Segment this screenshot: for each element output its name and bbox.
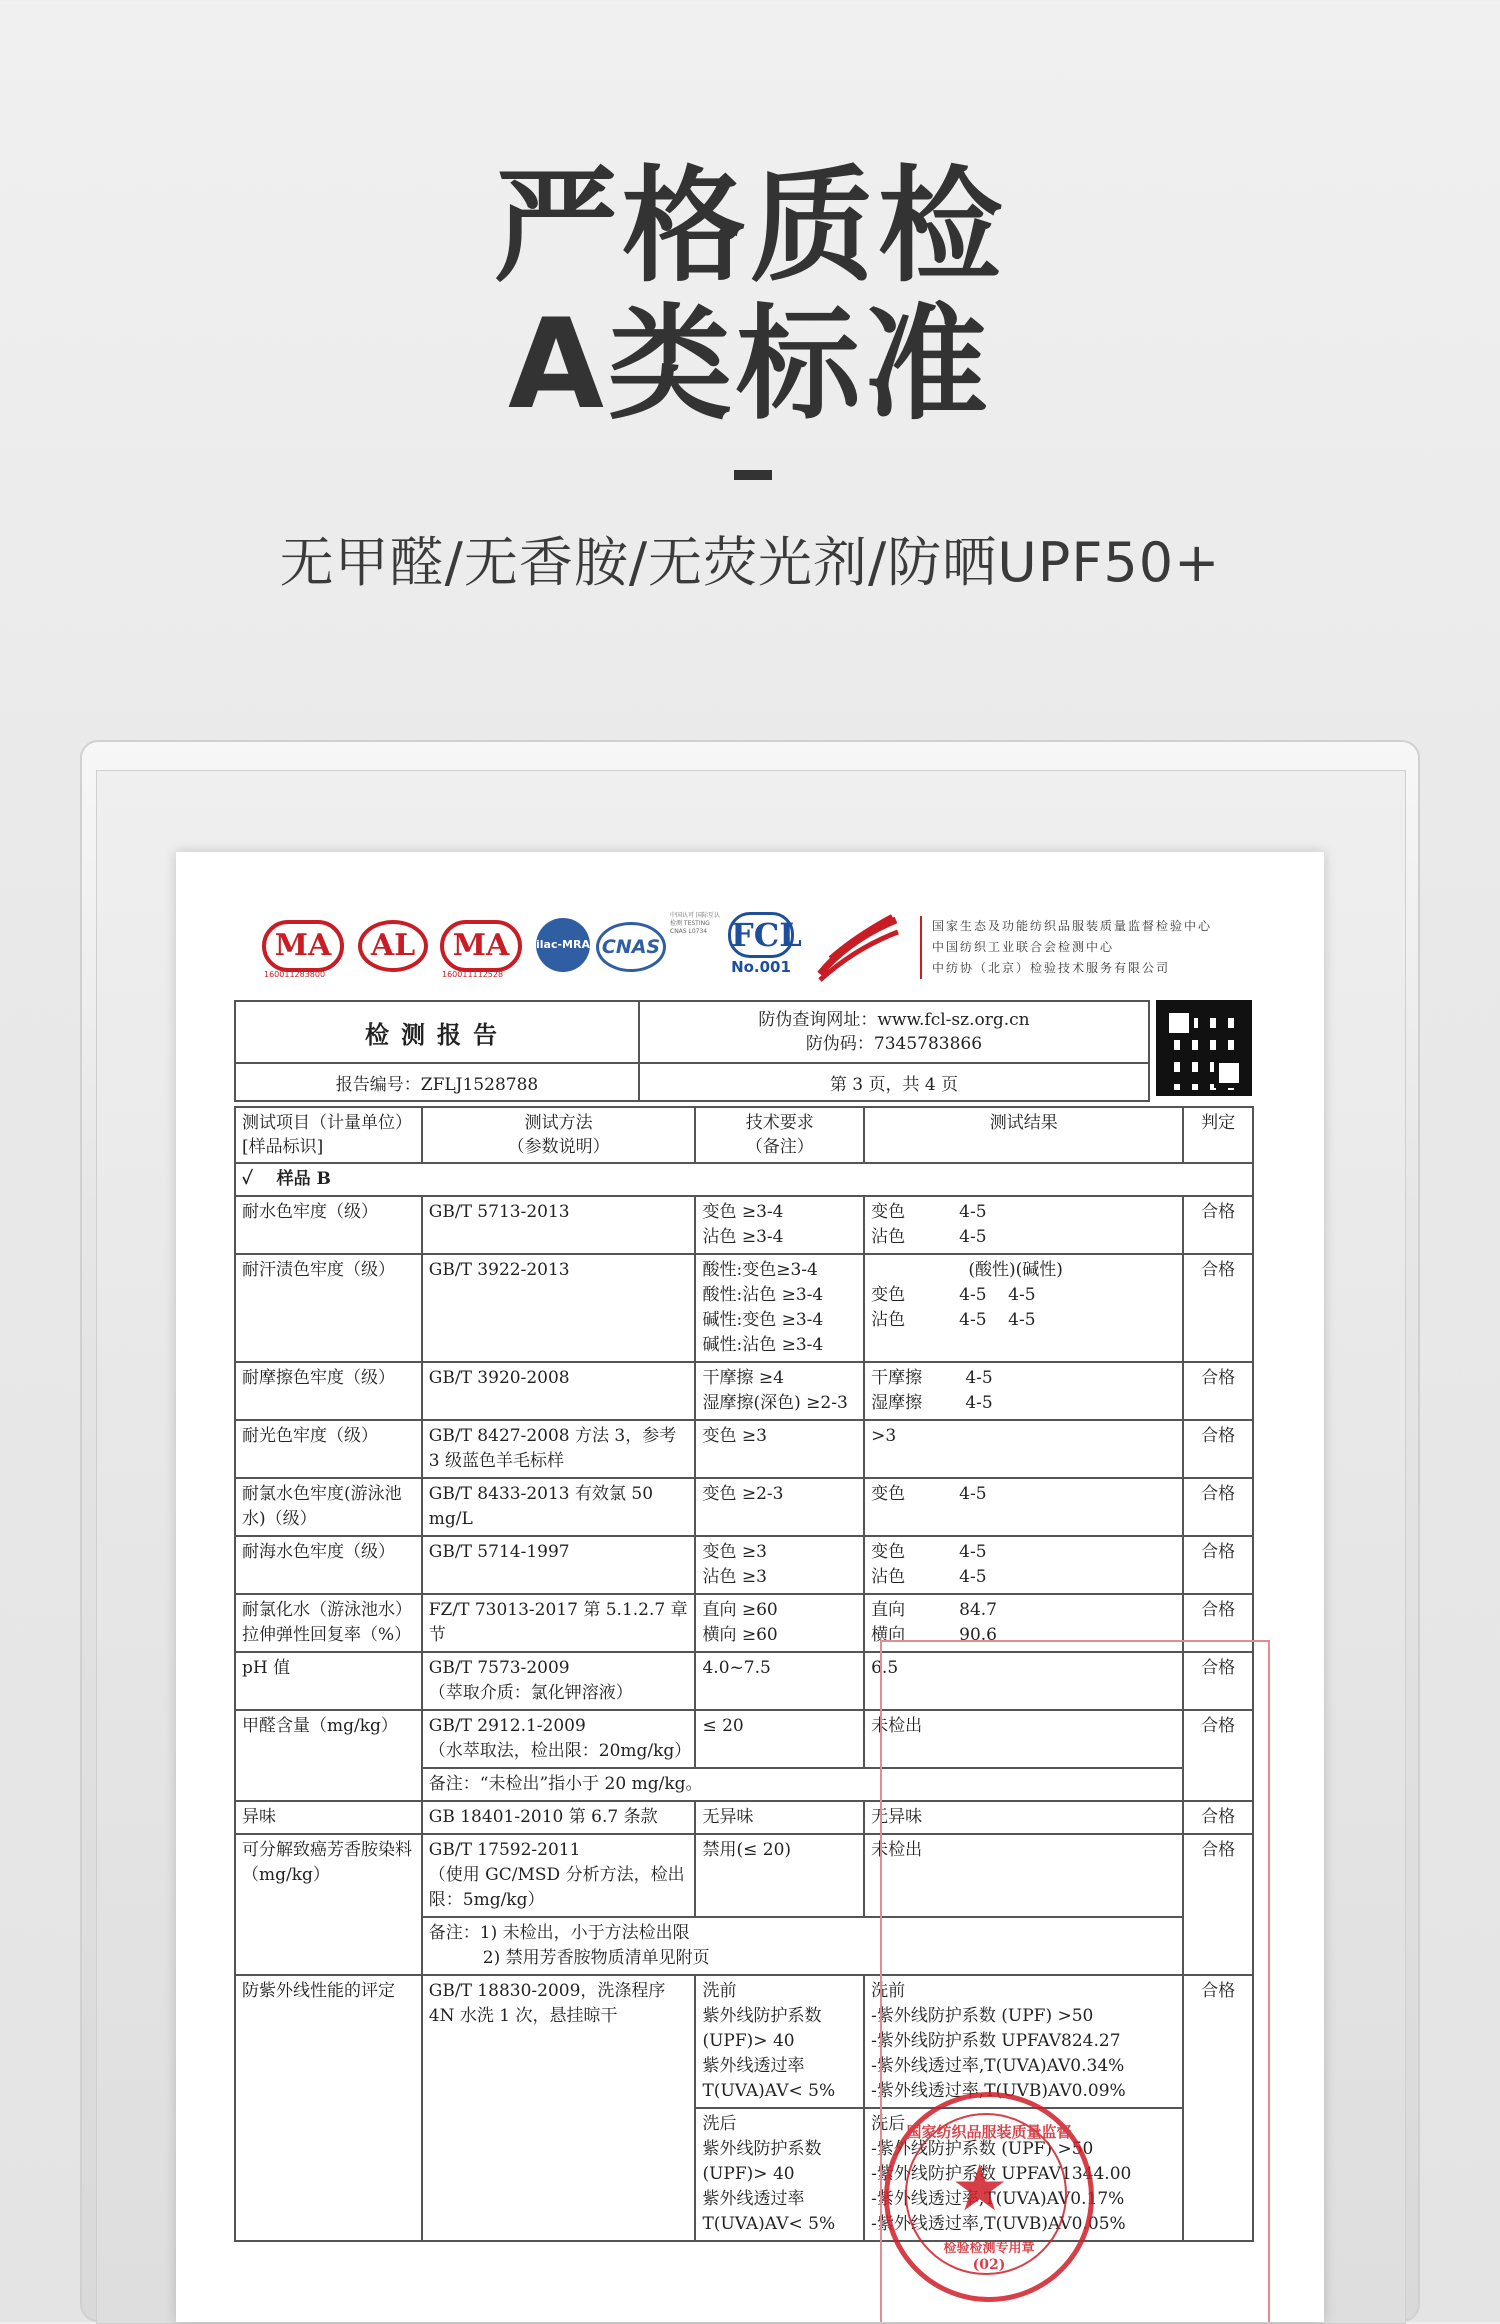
- org-name-1: 国家生态及功能纺织品服装质量监督检验中心: [932, 919, 1213, 933]
- row-verdict: 合格: [1183, 1362, 1253, 1420]
- report-page: 第 3 页，共 4 页: [639, 1063, 1149, 1101]
- row-note: 备注：1) 未检出，小于方法检出限 2) 禁用芳香胺物质清单见附页: [422, 1917, 1184, 1975]
- table-row: [235, 1801, 1253, 1834]
- row-result: 无异味: [864, 1801, 1183, 1834]
- row-item: pH 值: [235, 1652, 422, 1710]
- fcl-logo-mark: FCL: [728, 912, 794, 958]
- row-requirement: ≤ 20: [695, 1710, 864, 1768]
- row-method: GB/T 5713-2013: [422, 1196, 696, 1254]
- stamp-text-top: 国家纺织品服装质量监督: [906, 2123, 1072, 2141]
- row-requirement: 干摩擦 ≥4 湿摩擦(深色) ≥2-3: [695, 1362, 864, 1420]
- row-verdict: 合格: [1183, 1652, 1253, 1710]
- hero-title-line2: A类标准: [508, 293, 992, 437]
- row-method: GB 18401-2010 第 6.7 条款: [422, 1801, 696, 1834]
- row-requirement: 变色 ≥3-4 沾色 ≥3-4: [695, 1196, 864, 1254]
- table-row: [235, 1975, 1253, 2108]
- row-requirement: 酸性:变色≥3-4 酸性:沾色 ≥3-4 碱性:变色 ≥3-4 碱性:沾色 ≥3-4: [695, 1254, 864, 1362]
- table-row: [235, 1652, 1253, 1710]
- cal-logo: AL: [358, 920, 428, 972]
- row-result: 洗前 -紫外线防护系数 (UPF) >50 -紫外线防护系数 UPFAV824.27 -紫外线透过率,T(UVA)AV0.34% -紫外线透过率,T(UVB)AV0.09%: [864, 1975, 1183, 2108]
- row-requirement: 无异味: [695, 1801, 864, 1834]
- ribbon-logo-icon: [816, 914, 900, 982]
- row-item: 防紫外线性能的评定: [235, 1975, 422, 2241]
- cma-logo-2: MA: [440, 920, 522, 972]
- row-verdict: 合格: [1183, 1801, 1253, 1834]
- cma-logo-2-number: 160011112528: [442, 970, 504, 979]
- qr-code: [1156, 1000, 1252, 1096]
- row-method: FZ/T 73013-2017 第 5.1.2.7 章节: [422, 1594, 696, 1652]
- row-result: 未检出: [864, 1834, 1183, 1917]
- header-item: 测试项目（计量单位） [样品标识]: [235, 1107, 422, 1163]
- row-verdict: 合格: [1183, 1710, 1253, 1801]
- row-method: GB/T 8433-2013 有效氯 50 mg/L: [422, 1478, 696, 1536]
- row-method: GB/T 8427-2008 方法 3，参考 3 级蓝色羊毛标样: [422, 1420, 696, 1478]
- report-number: 报告编号：ZFLJ1528788: [235, 1063, 639, 1101]
- row-verdict: 合格: [1183, 1536, 1253, 1594]
- header-requirement: 技术要求 （备注）: [695, 1107, 864, 1163]
- row-requirement: 变色 ≥3 沾色 ≥3: [695, 1536, 864, 1594]
- row-result: 变色 4-5 沾色 4-5: [864, 1536, 1183, 1594]
- row-note: 备注：“未检出”指小于 20 mg/kg。: [422, 1768, 1184, 1801]
- header-verdict: 判定: [1183, 1107, 1253, 1163]
- stamp-number: (02): [972, 2257, 1006, 2273]
- row-requirement: 禁用(≤ 20): [695, 1834, 864, 1917]
- row-item: 耐氯化水（游泳池水）拉伸弹性回复率（%）: [235, 1594, 422, 1652]
- row-method: GB/T 3920-2008: [422, 1362, 696, 1420]
- row-item: 可分解致癌芳香胺染料（mg/kg）: [235, 1834, 422, 1975]
- report-caption: 检测报告: [235, 1001, 639, 1063]
- org-name-3: 中纺协（北京）检验技术服务有限公司: [932, 961, 1171, 975]
- row-result: 变色 4-5: [864, 1478, 1183, 1536]
- test-report-sheet: [176, 852, 1324, 2322]
- table-row: [235, 1254, 1253, 1362]
- sample-row: [235, 1163, 1253, 1196]
- row-result: >3: [864, 1420, 1183, 1478]
- row-item: 耐水色牢度（级）: [235, 1196, 422, 1254]
- row-item: 异味: [235, 1801, 422, 1834]
- org-name-2: 中国纺织工业联合会检测中心: [932, 940, 1115, 954]
- row-requirement: 洗前 紫外线防护系数 (UPF)> 40 紫外线透过率 T(UVA)AV< 5%: [695, 1975, 864, 2108]
- row-requirement: 变色 ≥3: [695, 1420, 864, 1478]
- row-method: GB/T 2912.1-2009 （水萃取法，检出限：20mg/kg）: [422, 1710, 696, 1768]
- hero-title-line1: 严格质检: [493, 155, 1006, 299]
- cma-logo-1-number: 160011283800: [264, 970, 326, 979]
- stamp-text-mid: 检验检测专用章: [943, 2241, 1035, 2256]
- table-row: [235, 1710, 1253, 1768]
- report-code: 防伪码：7345783866: [805, 1034, 983, 1054]
- row-verdict: 合格: [1183, 1478, 1253, 1536]
- report-anti-fake: [639, 1001, 1149, 1063]
- table-header-row: [235, 1107, 1253, 1163]
- row-item: 耐氯水色牢度(游泳池水)（级）: [235, 1478, 422, 1536]
- hero-subtitle: 无甲醛/无香胺/无荧光剂/防晒UPF50+: [279, 531, 1221, 594]
- ilac-mra-logo: ilac-MRA: [536, 918, 590, 972]
- row-verdict: 合格: [1183, 1594, 1253, 1652]
- header-method: 测试方法 （参数说明）: [422, 1107, 696, 1163]
- cnas-logo-caption: 中国认可 国际互认 检测 TESTING CNAS L0734: [670, 912, 720, 935]
- report-info-table: [234, 1000, 1150, 1102]
- row-item: 耐摩擦色牢度（级）: [235, 1362, 422, 1420]
- row-result-after: 洗后 -紫外线防护系数 (UPF) >50 -紫外线防护系数 UPFAV1344.00 -紫外线透过率,T(UVA)AV0.17% -紫外线透过率,T(UVB)AV0.05%: [864, 2108, 1183, 2241]
- row-method: GB/T 18830-2009，洗涤程序 4N 水洗 1 次，悬挂晾干: [422, 1975, 696, 2241]
- header-result: 测试结果: [864, 1107, 1183, 1163]
- row-item: 耐光色牢度（级）: [235, 1420, 422, 1478]
- table-body: [235, 1196, 1253, 2241]
- table-row: [235, 1834, 1253, 1917]
- fcl-logo-number: No.001: [731, 958, 791, 976]
- row-verdict: 合格: [1183, 1254, 1253, 1362]
- org-names: [920, 916, 1212, 979]
- row-requirement: 4.0~7.5: [695, 1652, 864, 1710]
- row-method: GB/T 3922-2013: [422, 1254, 696, 1362]
- cma-logo-1: MA: [262, 920, 344, 972]
- fcl-logo: [728, 912, 802, 976]
- row-requirement-after: 洗后 紫外线防护系数 (UPF)> 40 紫外线透过率 T(UVA)AV< 5%: [695, 2108, 864, 2241]
- table-row: [235, 1478, 1253, 1536]
- report-url: 防伪查询网址：www.fcl-sz.org.cn: [758, 1010, 1030, 1030]
- row-verdict: 合格: [1183, 1975, 1253, 2241]
- row-method: GB/T 5714-1997: [422, 1536, 696, 1594]
- row-item: 耐汗渍色牢度（级）: [235, 1254, 422, 1362]
- test-results-table: [234, 1106, 1254, 2242]
- row-result: 6.5: [864, 1652, 1183, 1710]
- row-result: 直向 84.7 横向 90.6: [864, 1594, 1183, 1652]
- row-verdict: 合格: [1183, 1834, 1253, 1975]
- row-verdict: 合格: [1183, 1420, 1253, 1478]
- row-result: 未检出: [864, 1710, 1183, 1768]
- table-row: [235, 1196, 1253, 1254]
- row-result: 干摩擦 4-5 湿摩擦 4-5: [864, 1362, 1183, 1420]
- row-item: 甲醛含量（mg/kg）: [235, 1710, 422, 1801]
- row-result: 变色 4-5 沾色 4-5: [864, 1196, 1183, 1254]
- table-row: [235, 1594, 1253, 1652]
- row-result: (酸性)(碱性) 变色 4-5 4-5 沾色 4-5 4-5: [864, 1254, 1183, 1362]
- stamp-star-icon: ★: [951, 2152, 1009, 2226]
- sample-label: ✓ 样品 B: [235, 1163, 1253, 1196]
- row-method: GB/T 7573-2009 （萃取介质：氯化钾溶液）: [422, 1652, 696, 1710]
- row-method: GB/T 17592-2011 （使用 GC/MSD 分析方法，检出限：5mg/kg）: [422, 1834, 696, 1917]
- cnas-logo: CNAS: [596, 922, 666, 972]
- table-row: [235, 1362, 1253, 1420]
- report-header: [176, 852, 1324, 1002]
- divider-dash: [734, 470, 772, 480]
- table-row: [235, 1420, 1253, 1478]
- table-row: [235, 1536, 1253, 1594]
- row-requirement: 直向 ≥60 横向 ≥60: [695, 1594, 864, 1652]
- row-requirement: 变色 ≥2-3: [695, 1478, 864, 1536]
- row-verdict: 合格: [1183, 1196, 1253, 1254]
- row-item: 耐海水色牢度（级）: [235, 1536, 422, 1594]
